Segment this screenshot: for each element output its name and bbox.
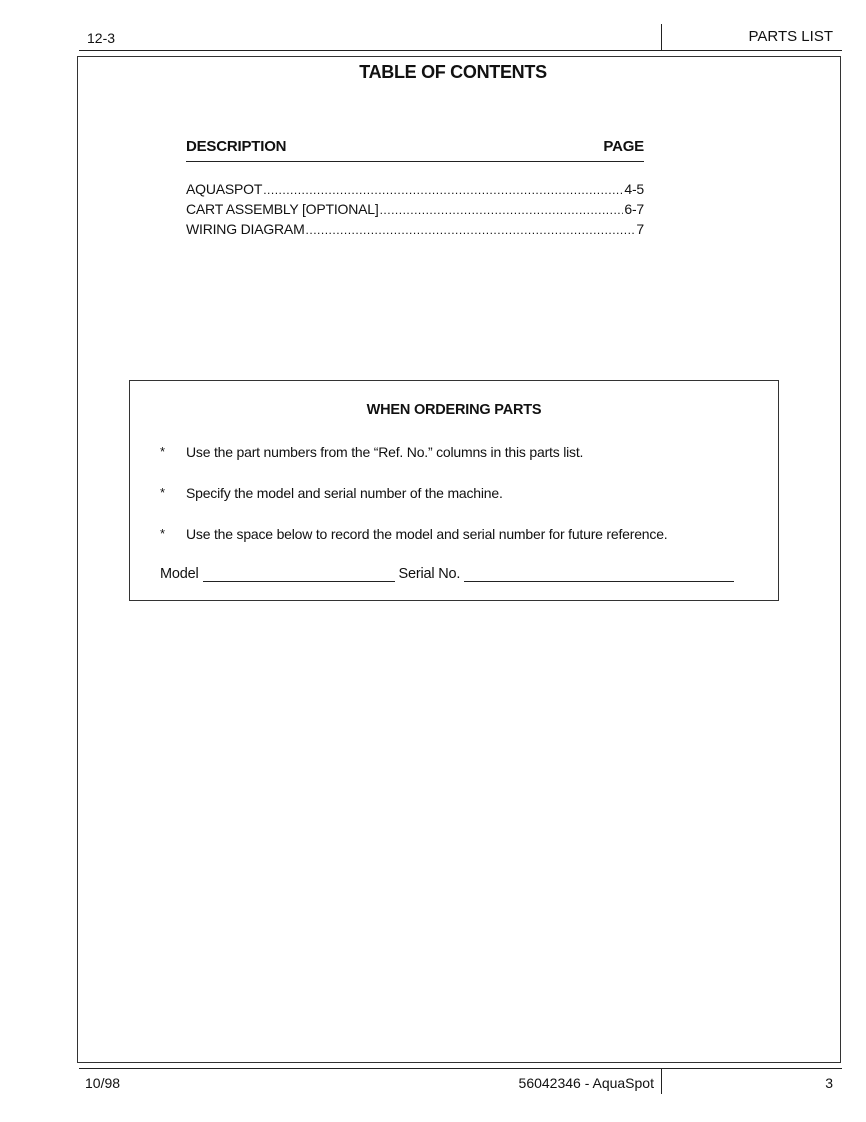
footer-rule	[79, 1068, 842, 1069]
ordering-instruction: Use the part numbers from the “Ref. No.” columns in this parts list.	[186, 444, 584, 460]
model-field[interactable]	[203, 567, 395, 582]
toc-title: TABLE OF CONTENTS	[359, 62, 547, 82]
header-label: PARTS LIST	[748, 28, 833, 45]
footer-date: 10/98	[85, 1075, 121, 1091]
bullet-marker: *	[160, 444, 166, 459]
header-divider-vertical	[661, 24, 662, 50]
ordering-parts-title: WHEN ORDERING PARTS	[366, 402, 542, 418]
toc-entry[interactable]	[186, 199, 644, 219]
record-fields-row	[160, 566, 738, 582]
toc-entry[interactable]	[186, 219, 644, 239]
footer-divider-vertical	[661, 1068, 662, 1094]
toc-col-description: DESCRIPTION	[186, 138, 287, 155]
header-rule	[79, 50, 842, 51]
bullet-marker: *	[160, 485, 166, 500]
toc-title-container	[20, 62, 866, 83]
toc-entry-leader	[263, 180, 623, 200]
toc-entry-page: 4-5	[624, 181, 644, 197]
toc-col-page: PAGE	[603, 138, 644, 155]
toc-header	[186, 138, 644, 155]
ordering-instruction: Use the space below to record the model and serial number for future reference.	[186, 526, 668, 542]
toc-header-rule	[186, 161, 644, 162]
footer-document-id: 56042346 - AquaSpot	[518, 1075, 654, 1091]
bullet-marker: *	[160, 526, 166, 541]
toc-entry-description: CART ASSEMBLY [OPTIONAL]	[186, 201, 379, 217]
toc-entry-leader	[380, 200, 624, 220]
toc-entry-page: 6-7	[624, 201, 644, 217]
header-section-number: 12-3	[87, 30, 116, 46]
footer-page-number: 3	[825, 1075, 833, 1091]
toc-entry-description: WIRING DIAGRAM	[186, 221, 305, 237]
toc-entry-leader	[306, 220, 636, 240]
toc-list	[186, 179, 644, 239]
toc-entry[interactable]	[186, 179, 644, 199]
serial-label: Serial No.	[398, 566, 461, 582]
toc-entry-description: AQUASPOT	[186, 181, 263, 197]
toc-entry-page: 7	[636, 221, 644, 237]
ordering-instruction: Specify the model and serial number of the machine.	[186, 485, 503, 501]
model-label: Model	[160, 566, 199, 582]
serial-field[interactable]	[464, 567, 734, 582]
